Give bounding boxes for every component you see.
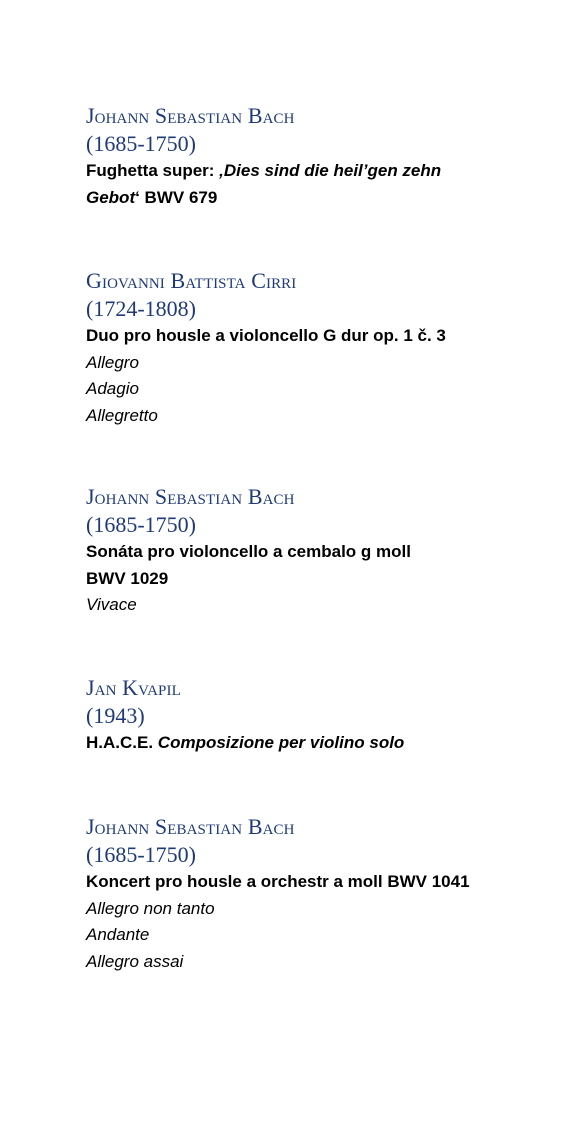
movement: Andante bbox=[86, 925, 150, 944]
composer-name: Johann Sebastian Bach bbox=[86, 814, 295, 839]
movement: Adagio bbox=[86, 379, 139, 398]
work-title bbox=[86, 158, 441, 211]
work-title-part: BWV 1029 bbox=[86, 568, 169, 588]
movement: Allegro non tanto bbox=[86, 898, 215, 918]
work-title bbox=[86, 730, 404, 757]
composer-years: (1685-1750) bbox=[86, 842, 196, 867]
work-title-part: Sonáta pro violoncello a cembalo g moll bbox=[86, 542, 411, 561]
work-title bbox=[86, 323, 446, 350]
movement: Allegro bbox=[86, 352, 139, 372]
program-entry bbox=[86, 267, 446, 429]
work-title-part: ‚Dies sind die heil’gen zehn bbox=[219, 161, 442, 180]
composer-name: Giovanni Battista Cirri bbox=[86, 268, 297, 293]
composer-years: (1724-1808) bbox=[86, 296, 196, 321]
composer-name: Johann Sebastian Bach bbox=[86, 484, 295, 509]
composer-years: (1943) bbox=[86, 703, 145, 728]
composer-years: (1685-1750) bbox=[86, 131, 196, 156]
work-title-part: Gebot bbox=[86, 187, 136, 207]
work-title bbox=[86, 539, 411, 592]
program-entry bbox=[86, 674, 404, 757]
work-title-part: Duo pro housle a violoncello G dur op. 1 č. 3 bbox=[86, 326, 446, 345]
movement: Vivace bbox=[86, 595, 137, 614]
composer-name: Jan Kvapil bbox=[86, 675, 181, 700]
program-entry bbox=[86, 483, 411, 619]
movement: Allegro assai bbox=[86, 951, 184, 971]
movement: Allegretto bbox=[86, 405, 158, 425]
work-title-part: H.A.C.E. bbox=[86, 733, 158, 752]
work-title-part: Koncert pro housle a orchestr a moll BWV 1041 bbox=[86, 872, 470, 891]
composer-name: Johann Sebastian Bach bbox=[86, 103, 295, 128]
program-entry bbox=[86, 813, 470, 975]
work-title bbox=[86, 869, 470, 896]
work-title-part: Composizione per violino solo bbox=[157, 733, 405, 752]
work-title-part: Fughetta super: bbox=[86, 161, 220, 180]
program-entry bbox=[86, 102, 441, 211]
work-title-part: ‘ BWV 679 bbox=[135, 187, 218, 207]
composer-years: (1685-1750) bbox=[86, 512, 196, 537]
